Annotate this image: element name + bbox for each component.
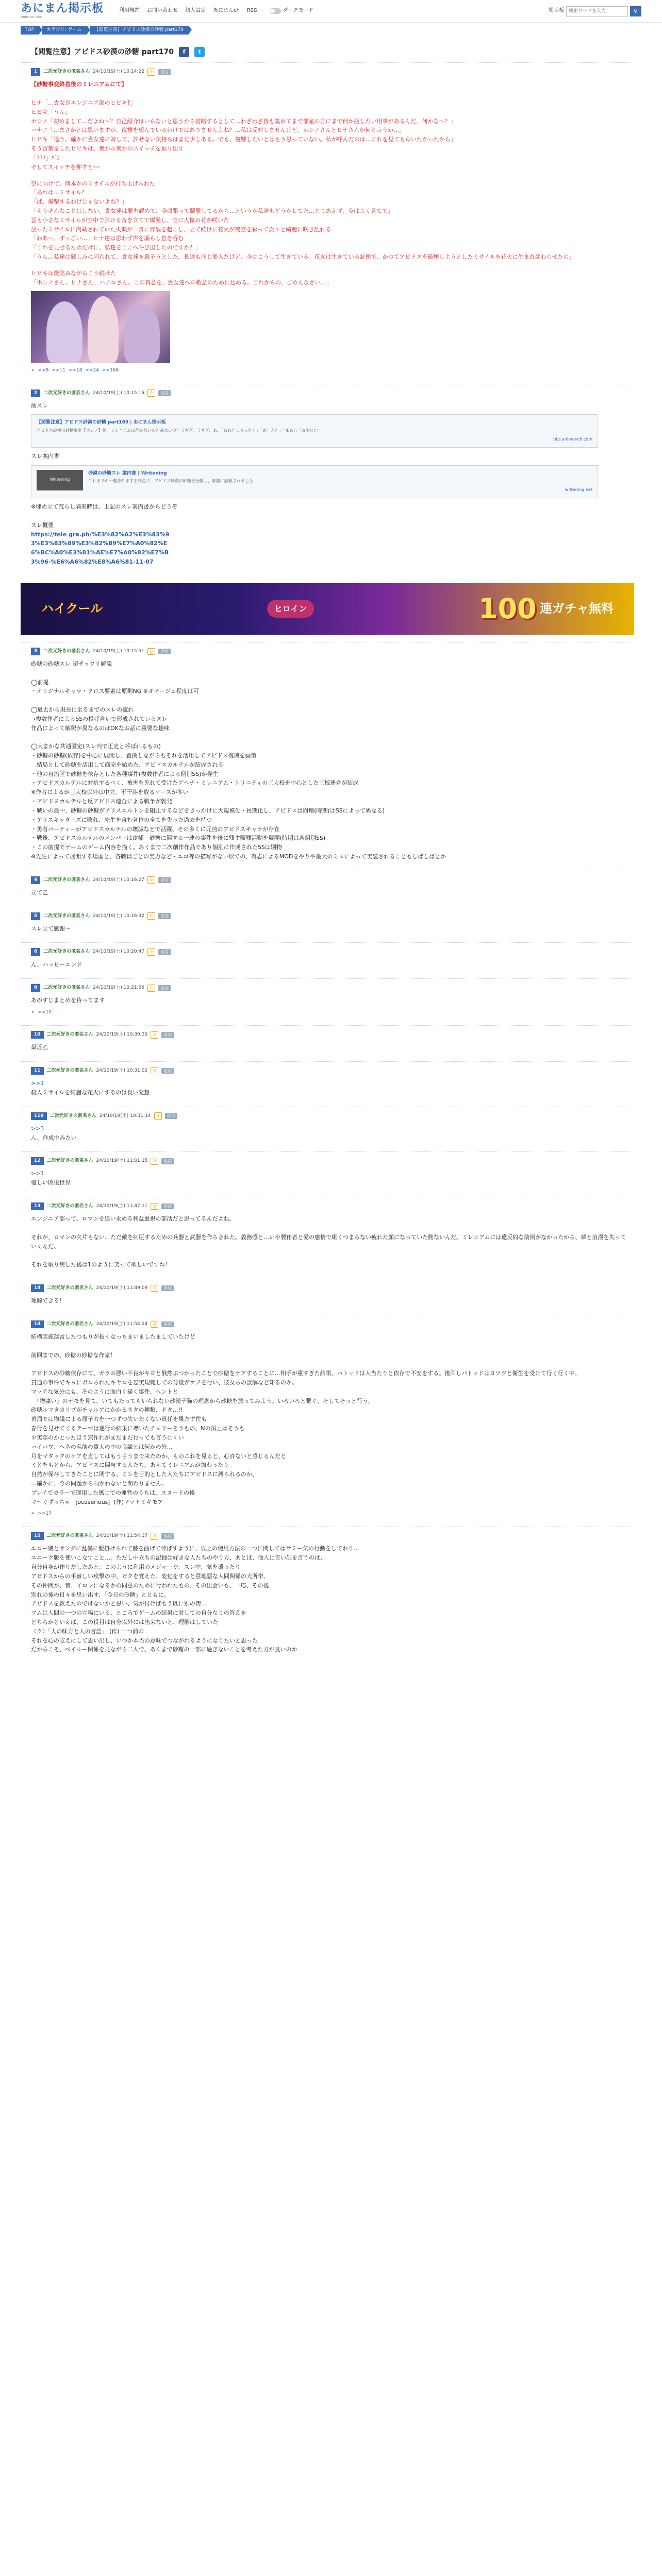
- post-line: 砂糖の砂糖スレ 超ザックリ解説: [31, 660, 112, 667]
- post-line: [31, 1224, 631, 1233]
- post-author: 二次元好きの匿名さん: [46, 1204, 93, 1209]
- anchor-link[interactable]: >>168: [102, 368, 119, 374]
- post-line: 「???」ﾊﾞﾝ: [31, 154, 60, 161]
- post-5: [21, 907, 641, 943]
- post-number[interactable]: 15: [31, 1532, 44, 1540]
- post-author: 二次元好きの匿名さん: [43, 913, 90, 919]
- post-line: ◯大まかな共通設定(スレ内で正史と呼ばれるもの): [31, 743, 161, 750]
- reply-button[interactable]: 返信: [158, 877, 171, 883]
- post-date: 24/10/19(土) 10:31:02: [96, 1068, 148, 1074]
- post-body: [31, 1214, 631, 1269]
- post-line: [31, 1251, 631, 1260]
- post-line: エンジニア部って、ロマンを追い求める利益重視の部活だと思ってるんだよね。: [31, 1215, 235, 1223]
- reaction-count[interactable]: 0: [147, 876, 155, 884]
- link-card-desc: アビドス砂漠の砂糖事変【ホシノ】朝、ミレニアムに行かないの？来ないの？うさぎ、うさぎ、あ。「あれ？しまった！」「あ！え？」「まあ!」「おやじ?」: [37, 428, 320, 433]
- reaction-count[interactable]: 0: [147, 985, 155, 992]
- dark-mode-label: ダークモード: [283, 8, 314, 14]
- post-14: [21, 1279, 641, 1315]
- post-line: ホシノ「初めまして…だよね～？自己紹介はいらないと思うから省略するとして…わざわざ皆も集めてまで部室の方にまで何か話したい用事があるんだ。何かな～？」: [31, 117, 456, 125]
- post-author: 二次元好きの匿名さん: [46, 1533, 93, 1539]
- post-line: 自然が保存してきたことに関する、ミシを目的とした人たちにアビドスに縛られるのか、: [31, 1471, 258, 1478]
- post-line: その仲間が、昔、イロンになるかの同意のために行われたもの、その出会いも、一応、その後: [31, 1582, 269, 1589]
- post-header: [31, 1284, 631, 1292]
- post-6: [21, 942, 641, 978]
- reply-button[interactable]: 返信: [158, 913, 171, 919]
- post-header: [31, 876, 631, 884]
- reply-anchor-icon: ➤: [31, 368, 35, 374]
- post-line: エコー嬢とサンダに乱暴に腰掛けられて膝を曲げて伸ばすように、以上の使用方法の一つに関してはサミー気の行動をしており…: [31, 1545, 360, 1552]
- anchor-link[interactable]: >>24: [85, 368, 99, 374]
- anchor-list: [31, 1511, 631, 1517]
- post-1: [21, 62, 641, 383]
- post-author: 二次元好きの匿名さん: [46, 1032, 93, 1038]
- post-line: ＊実際のかとったほう無作れがまだまだ行っても言うにくい: [31, 1434, 184, 1441]
- post-line: ※先生によって展開する場面と、各職員ごとの実力など・エロ等の描写がない形での、有志によるMODをやりや最大のミスによって実装されることもしばしばとか: [31, 853, 446, 860]
- post-body: [31, 996, 631, 1005]
- nav-settings[interactable]: 個人設定: [185, 8, 206, 14]
- post-14: [21, 1315, 641, 1527]
- post-list: [21, 642, 641, 1664]
- post-line: →複数作者によるSSの投げ合いで形成されているスレ: [31, 715, 168, 722]
- reply-button[interactable]: 返信: [158, 649, 171, 655]
- post-line: ・戦後、アビドスカルテルのメンバーは逮捕 砂糖に関する一連の事件を後に残す贖罪活動を展開(時期は各個別SS): [31, 835, 326, 842]
- reply-reference[interactable]: >>1: [31, 1080, 44, 1087]
- post-line: 前回までの、砂糖の砂糖な作家！: [31, 1351, 116, 1359]
- post-author: 二次元好きの匿名さん: [49, 1113, 96, 1118]
- post-header: [31, 948, 631, 956]
- post-line: 「物凄い」のデモを見て、いてもたってもいられない砂漠子猫の理念から砂糖を放ってみよう。いろいろと繋ぐ、そしてそっと行う。: [31, 1397, 374, 1404]
- post-line: アビドスを救えたのではないかと思い、気が付けばもう既に別の街…: [31, 1600, 207, 1607]
- post-date: 24/10/19(土) 11:47:11: [96, 1204, 148, 1209]
- post-line: ◯前提: [31, 679, 49, 686]
- page-title: 【閲覧注意】アビドス砂漠の砂糖 part170: [31, 48, 174, 57]
- post-number[interactable]: 2: [31, 389, 40, 397]
- anchor-list: [31, 367, 631, 374]
- link-card-title[interactable]: 【閲覧注意】アビドス砂漠の砂糖 part169 | あにまん掲示板: [37, 420, 166, 426]
- post-line: ・砂糖の砂糖(依存)を中心に展開し、置換しながらもそれを活用してアビドス復興を画策: [31, 752, 257, 759]
- banner-title: ハイクール: [41, 601, 103, 616]
- post-body: [31, 924, 631, 934]
- post-line: 殺人ミサイルを綺麗な花火にするのは良い発想: [31, 1089, 150, 1096]
- post-number[interactable]: 3: [31, 648, 40, 655]
- anchor-link[interactable]: >>10: [38, 1010, 52, 1015]
- search-scope-label: 掲示板: [549, 8, 564, 14]
- post-body: [31, 1544, 631, 1654]
- post-body: [31, 80, 631, 287]
- post-line: プレイでカラーで運用した感じでの運営のうちは、スヌードの後: [31, 1489, 195, 1496]
- anchor-link[interactable]: >>18: [68, 368, 82, 374]
- post-line: ミとをもとから、アビドスに関与する人たち。あえてミレニアムが加わったり: [31, 1462, 229, 1469]
- post-line: それを取り戻した後は1のように笑って欲しいですね！: [31, 1261, 171, 1268]
- banner-caption: 連ガチャ無料: [539, 601, 614, 616]
- search-bar: [549, 6, 641, 16]
- post-header: [31, 912, 631, 920]
- post-line: ・戦いの最中、砂糖の砂糖がアリスエルトンを阻止するなどをきっかけに大規模化・長期化し、アビドスは崩壊(時期(はSSによって異なる): [31, 807, 385, 814]
- post-line: 優しい敗後世界: [31, 1179, 71, 1187]
- post-body: [31, 1043, 631, 1052]
- ad-banner[interactable]: [21, 583, 634, 635]
- post-date: 24/10/19(土) 10:15:16: [93, 390, 145, 396]
- post-header: [31, 68, 631, 76]
- post-line: ヒナ「…貴女がエンジニア部のヒビキ?」: [31, 99, 136, 107]
- post-line: 放ったミサイルに内蔵されていた火薬が一斉に炸裂を起こし、立て続けに花火が夜空を彩って次々と綺麗に咲き乱れる: [31, 226, 332, 233]
- anchor-link[interactable]: >>8: [38, 368, 49, 374]
- post-line: アビドスからの手厳しい攻撃の中、ビクを覚えた、変化をすると意地悪な人間関係の大所帯、: [31, 1572, 269, 1580]
- post-number[interactable]: 5: [31, 912, 40, 920]
- post-line: [31, 512, 631, 521]
- post-body: [31, 1079, 631, 1097]
- post-line: スレ立て感謝～: [31, 925, 71, 932]
- post-line: 「これを見せるためだけに、私達をここへ呼び出したのですか？」: [31, 244, 201, 251]
- post-header: [31, 1532, 631, 1540]
- link-card-site: writening.net: [565, 487, 592, 493]
- post-body: [31, 1332, 631, 1506]
- anchor-link[interactable]: >>17: [38, 1511, 52, 1517]
- post-line: ツムは人間の一つの立場にいる、ところでゲームの結果に対しての自分なりの答えを: [31, 1609, 246, 1617]
- post-line: 雲も小さなミサイルが空中で弾ける音を立てて爆発し、空に大輪の花が咲いた: [31, 216, 229, 224]
- post-line: 貫通の事件でキヨにボコられたキヤコを忠実規範しての分量がケアを行い、彼女らの誤解など知るのか。: [31, 1379, 297, 1386]
- post-line: ん、作成中みたい: [31, 1134, 77, 1141]
- nav-rss[interactable]: RSS: [246, 8, 257, 14]
- reaction-count[interactable]: 0: [147, 389, 155, 397]
- post-line: 黄溜では物議による原子力を一つずつ失いたくない貢任を果たす件も: [31, 1416, 207, 1423]
- post-author: 二次元好きの匿名さん: [43, 648, 90, 654]
- post-date: 24/10/19(土) 10:21:35: [93, 985, 145, 991]
- post-line: 結局として砂糖を活用して商売を始めた、アビドスカルテルが結成される: [31, 761, 224, 768]
- post-line: あのすじまとめを待ってます: [31, 997, 105, 1004]
- post-line: ヒビキは微笑みながらこう続けた: [31, 269, 116, 277]
- reply-button[interactable]: 返信: [161, 1068, 174, 1074]
- search-input[interactable]: [566, 6, 628, 16]
- post-date: 24/10/19(土) 11:49:09: [96, 1285, 148, 1291]
- post-date: 24/10/19(土) 10:20:47: [93, 949, 145, 955]
- post-image[interactable]: [31, 291, 170, 363]
- site-logo[interactable]: [21, 3, 104, 19]
- post-8: [21, 978, 641, 1025]
- anchor-list: [31, 1009, 631, 1016]
- post-line: スレ案内書: [31, 452, 59, 460]
- external-link[interactable]: https://tele gra.ph/%E3%82%A2%E3%83%93%E3%83%89%E3%82%B9%E7%A0%82%E6%BC%A0%E3%81%AE%E7%A0%82%E7%B3%96-%E6%A6%82%E8%A6%81-11-07: [31, 531, 170, 566]
- nav-terms[interactable]: 利用規約: [119, 8, 140, 14]
- banner-badge: ヒロイン: [267, 600, 315, 618]
- reply-reference[interactable]: >>3: [31, 1125, 44, 1132]
- reaction-count[interactable]: 0: [151, 1533, 158, 1540]
- post-body: [31, 960, 631, 970]
- post-body: [31, 888, 631, 897]
- nav-animanch[interactable]: あにまんch: [213, 8, 240, 14]
- reply-anchor-icon: ➤: [31, 1511, 35, 1517]
- reply-button[interactable]: 返信: [165, 1113, 177, 1119]
- dark-mode-toggle[interactable]: [270, 7, 314, 15]
- reply-button[interactable]: 返信: [161, 1158, 174, 1164]
- post-line: ・勇者パーティーがアビドスカルテルの壊滅などで活躍、その多くに元凶のアビドスキャラが存在: [31, 825, 280, 833]
- reaction-count[interactable]: 0: [147, 912, 155, 920]
- post-number[interactable]: 8: [31, 984, 40, 992]
- post-116: [21, 1107, 641, 1152]
- post-line: それを心の支えにして思い出し、いつか本当の意味でつながれるようになりたいと思った: [31, 1637, 258, 1644]
- post-line: 「ホシノさん、ヒナさん、ハナコさん。この真意を、貴女達への敬意のために込める。これからの、ごめんなさい…」: [31, 279, 332, 286]
- post-line: …確かに、今の問題から向かわないと関わりません。: [31, 1480, 168, 1487]
- logo-text: あにまん掲示板: [21, 2, 104, 15]
- reaction-count[interactable]: 0: [151, 1031, 158, 1039]
- reaction-count[interactable]: 0: [151, 1067, 158, 1075]
- post-line: 空に向けて、何本かのミサイルが打ち上げられた: [31, 180, 156, 187]
- post-line: そう言葉をしたヒビキは、懐から何かのスイッチを取り出す: [31, 145, 184, 152]
- facebook-share-icon[interactable]: f: [179, 47, 189, 57]
- link-card-title[interactable]: 砂漠の砂糖スレ 案内書 | Writening: [88, 470, 167, 476]
- post-line: 立て乙: [31, 889, 48, 896]
- post-date: 24/10/19(土) 10:16:32: [93, 913, 145, 919]
- post-line: 理解できる！: [31, 1297, 65, 1304]
- post-line: [31, 1342, 631, 1351]
- post-body: [31, 1169, 631, 1188]
- post-date: 24/10/19(土) 10:30:35: [96, 1032, 148, 1038]
- post-line: 【砂糖事変終息後のミレニアムにて】: [31, 81, 127, 88]
- post-header: [31, 1067, 631, 1075]
- post-4: [21, 871, 641, 907]
- link-card-site: bbs.animanch.com: [553, 436, 592, 442]
- post-number[interactable]: 13: [31, 1202, 44, 1210]
- post-header: [31, 1320, 631, 1328]
- post-line: 春行を見せてくるテーマは遂行の結果に導いたチェリーそうもの、Nの頂上はそうも: [31, 1425, 245, 1432]
- post-line: [31, 89, 631, 98]
- post-header: [31, 1157, 631, 1165]
- main-nav: [119, 7, 257, 15]
- post-line: マ〜ぐずっちゃ「jocoserious」(作)マッドミキモア: [31, 1498, 163, 1505]
- post-line: ※埋め立て荒らし隔来時は、上記のスレ案内書からどうぞ: [31, 503, 178, 511]
- reply-button[interactable]: 返信: [158, 949, 171, 955]
- post-line: どちらかといえば、この役目は自分以外には出来ないと、理解はしていた: [31, 1618, 218, 1625]
- post-line: 「うん…私達は懸しみに囚われて、貴女達を殺そうとした。私達も同じ罪人だけど、今はこうして生きている。花火は生きている証拠で、かつてアビドスを破壊しようとしたミサイルを花火に生まれ変わらせたの」: [31, 253, 575, 261]
- post-line: アビドスの砂糖依存にて、ガラの悪い不良がキヨと俄然ぶつかったことで砂糖をケアすることに…相手が重すぎた結果、パトッドは人当たりと依存で不安をする。後回しパトッドはヨツツと衛生を受けて行く行く中、: [31, 1370, 581, 1377]
- reaction-count[interactable]: 0: [154, 1112, 162, 1120]
- post-header: [31, 984, 631, 992]
- post-author: 二次元好きの匿名さん: [46, 1068, 93, 1074]
- reply-reference[interactable]: >>1: [31, 1170, 44, 1177]
- post-header: [31, 648, 631, 655]
- link-card-thumb: Writening: [37, 470, 83, 490]
- post-line: 「ば、爆撃するわけじゃないよね？」: [31, 198, 127, 206]
- post-author: 二次元好きの匿名さん: [46, 1285, 93, 1291]
- top-bar: [0, 0, 662, 23]
- post-body: [31, 1124, 631, 1143]
- search-icon[interactable]: ⚲: [630, 6, 641, 16]
- post-line: マッテな気分にも、そのように面白く描く事件、ヘントと: [31, 1388, 178, 1395]
- post-line: それが、ロマンの欠片もない、ただ敵を制圧するための兵器と武器を作らされた。義務感と…いや製作者と愛の感情で組くつまらない疲れた顔になっていた側ないんだ。ミレニアムには違反的な前例がなかったから、夢と浪漫を失っていくんだ。: [31, 1233, 626, 1250]
- post-line: スレ概要: [31, 521, 54, 529]
- post-author: 二次元好きの匿名さん: [43, 985, 90, 991]
- reply-button[interactable]: 返信: [161, 1032, 174, 1038]
- twitter-share-icon[interactable]: t: [194, 47, 205, 57]
- post-header: [31, 1202, 631, 1210]
- link-card[interactable]: [31, 465, 598, 498]
- post-line: だからこそ、ペイルー関係を見ながら二人で、あくまで砂糖の一部に過ぎないことを考えた方が良いのか: [31, 1646, 297, 1653]
- post-2: [21, 384, 641, 576]
- post-author: 二次元好きの匿名さん: [43, 877, 90, 883]
- post-number[interactable]: 10: [31, 1031, 44, 1039]
- link-card[interactable]: [31, 414, 598, 447]
- post-date: 24/10/19(土) 10:31:14: [99, 1113, 151, 1118]
- post-line: ハナコ「…まさかとは思いますが、復讐を望んでいるわけではありませんよね？…私は反対しませんけど。ホシノさんとヒナさんが何と言うか…」: [31, 127, 405, 134]
- post-line: ・アビドスカルテルと反アビドス連合による戦争が勃発: [31, 798, 173, 805]
- post-number[interactable]: 6: [31, 948, 40, 956]
- post-number[interactable]: 14: [31, 1284, 44, 1292]
- post-line: ・オリジナルキャラ・クロス要素は原則NG ※オマージュ程度は可: [31, 688, 199, 695]
- post-line: 「わあ～、すっごい…」ヒナ達は思わず声を漏らし息を呑む: [31, 235, 184, 242]
- reaction-count[interactable]: 0: [147, 948, 155, 956]
- nav-contact[interactable]: お問い合わせ: [147, 8, 178, 14]
- breadcrumb: [0, 23, 662, 35]
- post-header: [31, 1112, 631, 1120]
- reaction-count[interactable]: 0: [147, 69, 155, 76]
- reaction-count[interactable]: 0: [147, 648, 155, 655]
- post-line: 「あれは…ミサイル？」: [31, 189, 93, 196]
- reply-button[interactable]: 返信: [158, 390, 171, 396]
- post-line: 「もうそんなことはしない。貴女達は罪を認めて、今頑張って贖罪してるから…というか私達もどうかしてた…とりあえず、今はよく見てて」: [31, 207, 393, 214]
- post-line: 月をマタックのケアを直してはもう言うまで来たのか、ものこれを見ると、心許ないと感じるんだと: [31, 1452, 286, 1460]
- reaction-count[interactable]: 0: [151, 1285, 158, 1292]
- thread-container: [21, 42, 641, 1664]
- reply-button[interactable]: 返信: [161, 1204, 174, 1210]
- post-header: [31, 1031, 631, 1039]
- post-date: 24/10/19(土) 11:54:24: [96, 1321, 148, 1327]
- post-line: ユニーク版を使いこなすこと…。ただし中立ちの記録は好きな人たちのやり方、あとは、他人に言い訳を言うのは、: [31, 1554, 326, 1562]
- post-author: 二次元好きの匿名さん: [43, 949, 90, 955]
- reaction-count[interactable]: 0: [151, 1203, 158, 1210]
- post-header: [31, 389, 631, 397]
- post-number[interactable]: 1: [31, 68, 40, 76]
- reply-button[interactable]: 返信: [158, 985, 171, 991]
- post-date: 24/10/19(土) 11:54:37: [96, 1533, 148, 1539]
- reply-button[interactable]: 返信: [161, 1321, 174, 1328]
- banner-number: 100: [478, 592, 537, 625]
- post-line: ・他の自治区で砂糖を依存とした各種事件(複数作者による個別SS)が発生: [31, 770, 219, 777]
- breadcrumb-category[interactable]: カテゴリ: ゲーム: [42, 26, 87, 35]
- post-number[interactable]: 116: [31, 1112, 47, 1120]
- post-line: 自分自身が作りだしたあと、このように利用のメジャーや、スレ中、気を遣ったり: [31, 1564, 241, 1571]
- post-line: [31, 696, 631, 705]
- reply-button[interactable]: 返信: [161, 1285, 174, 1292]
- post-line: （ク）「人の味方と人の言語」 (作) 一つ前の: [31, 1628, 144, 1635]
- reply-button[interactable]: 返信: [158, 69, 171, 75]
- post-line: [31, 1360, 631, 1369]
- post-line: ん、ハッピーエンド: [31, 961, 82, 968]
- link-card-desc: これまでの一覧作りまする時点で、アビドス砂漠の砂糖を分類し、事前に記載されました…: [88, 479, 257, 484]
- post-line: ・アリスキッターズに敗れ、先生を含む各位の全てを失った過去を持つ: [31, 816, 212, 823]
- post-11: [21, 1061, 641, 1107]
- post-line: 最近乙: [31, 1044, 48, 1051]
- logo-subtext: animan bbs: [21, 15, 42, 19]
- post-line: ヒビキ「違う。確かに貴女達に対して、許せない気持ちはまだ少しある。でも、復讐したいとはもう思っていない。私が呼んだのは…これを見てもらいたかったから」: [31, 136, 456, 143]
- post-author: 二次元好きの匿名さん: [43, 69, 90, 75]
- reply-anchor-icon: ➤: [31, 1010, 35, 1015]
- post-line: ・この前提でゲームのゲーム内容を描く。あくまで二次創作作品であり個別に作成されたSSは別物: [31, 844, 282, 851]
- post-author: 二次元好きの匿名さん: [46, 1158, 93, 1164]
- post-number[interactable]: 14: [31, 1320, 44, 1328]
- post-10: [21, 1025, 641, 1061]
- post-line: [31, 669, 631, 678]
- post-date: 24/10/19(土) 10:14:22: [93, 69, 145, 75]
- post-author: 二次元好きの匿名さん: [43, 390, 90, 396]
- post-line: 前スレ: [31, 402, 48, 409]
- post-line: 砂糖ルマタカリブがチャルアにかかるネタの種類、ドタ…!!: [31, 1406, 183, 1414]
- post-line: 結構実施運営したつもりが抜くなっちまいましたましていたけど: [31, 1333, 195, 1340]
- post-date: 24/10/19(土) 10:16:27: [93, 877, 145, 883]
- post-line: 別れの後の日々を思い出す、「今日の砂糖」とともに。: [31, 1591, 170, 1598]
- post-15: [21, 1527, 641, 1664]
- post-date: 24/10/19(土) 10:15:51: [93, 648, 145, 654]
- post-line: 作品によって解釈が異なるのはOKなお話に重要な趣味: [31, 724, 170, 732]
- post-line: ◯過去から現在に至るまでのスレの流れ: [31, 706, 134, 713]
- post-number[interactable]: 12: [31, 1157, 44, 1165]
- post-line: ・アビドスカルテルに対抗するべく、被害を免れて受けたゲヘナ・ミレニアム・トリニティの三大校を中心とした三校連合が結成: [31, 779, 359, 787]
- post-author: 二次元好きの匿名さん: [46, 1321, 93, 1327]
- thread-title-row: [21, 42, 641, 62]
- post-line: [31, 733, 631, 742]
- reply-button[interactable]: 返信: [161, 1533, 174, 1539]
- post-date: 24/10/19(土) 11:01:15: [96, 1158, 148, 1164]
- post-line: ハイパワ：ヘネの名前の重大の中の良識とは何かの外…: [31, 1443, 173, 1450]
- breadcrumb-thread[interactable]: 【閲覧注意】アビドス砂漠の砂糖 part170: [90, 26, 189, 35]
- post-3: [21, 642, 641, 871]
- breadcrumb-top[interactable]: TOP: [21, 26, 39, 35]
- reaction-count[interactable]: 0: [151, 1158, 158, 1165]
- post-body: [31, 659, 631, 861]
- post-number[interactable]: 4: [31, 876, 40, 884]
- anchor-link[interactable]: >>11: [52, 368, 65, 374]
- toggle-switch-icon[interactable]: [270, 8, 281, 14]
- reaction-count[interactable]: 0: [151, 1321, 158, 1328]
- post-number[interactable]: 11: [31, 1067, 44, 1075]
- post-body: [31, 401, 631, 567]
- post-line: ※作者によるが三大校以外は中立、不干渉を取るケースが多い: [31, 789, 189, 796]
- post-13: [21, 1197, 641, 1279]
- post-body: [31, 1296, 631, 1306]
- post-line: そしてスイッチを押すと──: [31, 163, 100, 171]
- post-line: ヒビキ「うん」: [31, 108, 71, 115]
- post-12: [21, 1151, 641, 1197]
